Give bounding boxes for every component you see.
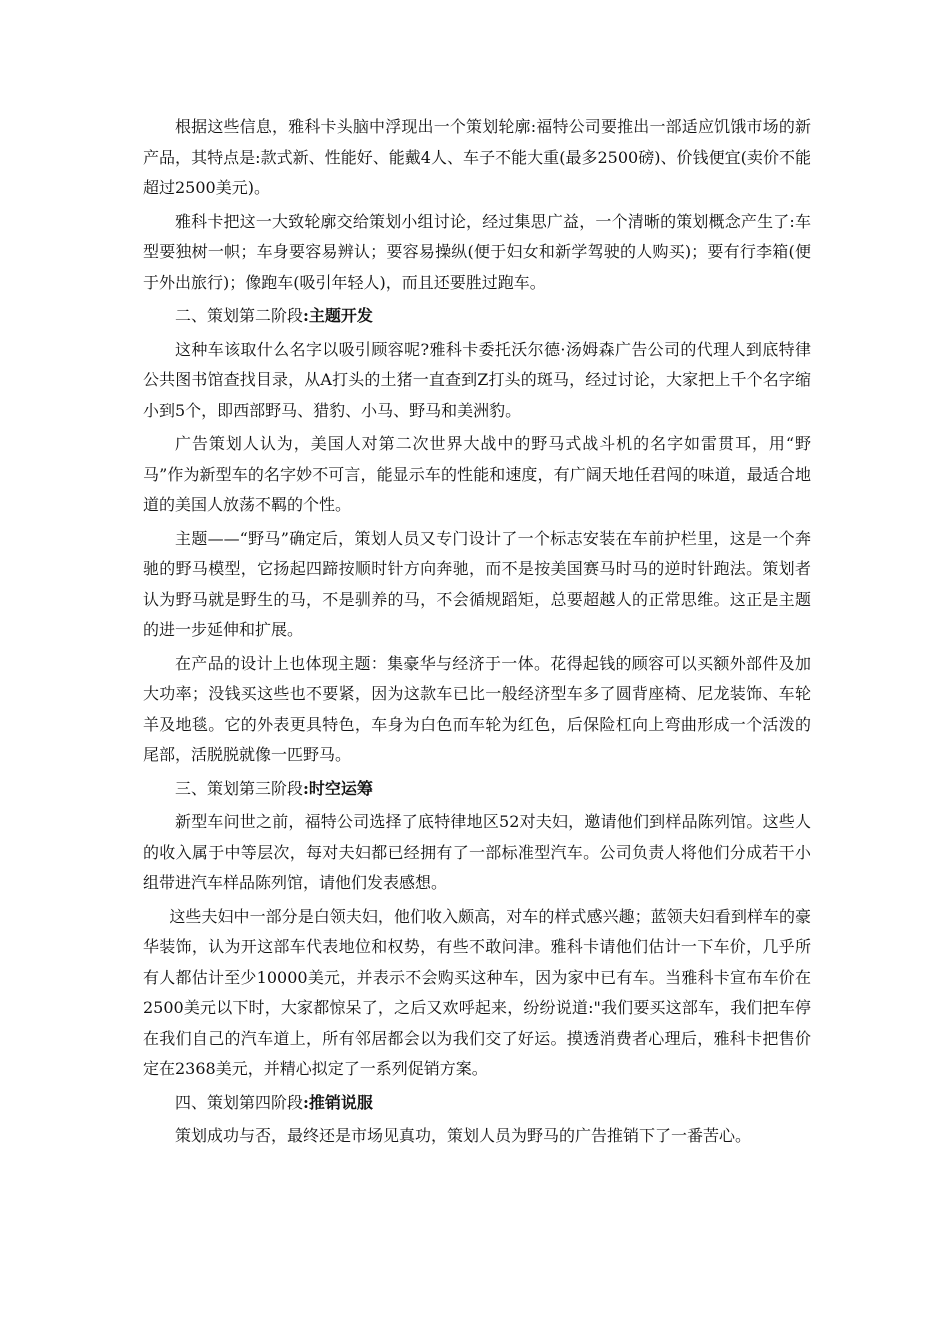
section-heading [143,1088,811,1119]
paragraph: 策划成功与否，最终还是市场见真功，策划人员为野马的广告推销下了一番苦心。 [175,1126,752,1145]
section-heading-prefix: 二、策划第二阶段 [175,306,304,325]
paragraph: 雅科卡把这一大致轮廓交给策划小组讨论，经过集思广益，一个清晰的策划概念产生了:车型要独树一帜；车身要容易辨认；要容易操纵(便于妇女和新学驾驶的人购买)；要有行李箱(便于外出旅行)；像跑车(吸引年轻人)，而且还要胜过跑车。 [143,211,811,292]
paragraph: 广告策划人认为，美国人对第二次世界大战中的野马式战斗机的名字如雷贯耳，用“野马”作为新型车的名字妙不可言，能显示车的性能和速度，有广阔天地任君闯的味道，最适合地道的美国人放荡不羁的个性。 [143,434,811,514]
section-heading-title: :时空运筹 [303,778,373,798]
document-body [143,112,811,1155]
paragraph: 新型车问世之前，福特公司选择了底特律地区52对夫妇，邀请他们到样品陈列馆。这些人的收入属于中等层次，每对夫妇都已经拥有了一部标准型汽车。公司负责人将他们分成若干小组带进汽车样品陈列馆，请他们发表感想。 [143,812,811,892]
section-heading-title: :推销说服 [303,1092,373,1112]
paragraph: 这种车该取什么名字以吸引顾容呢?雅科卡委托沃尔德·汤姆森广告公司的代理人到底特律公共图书馆查找目录，从A打头的土猪一直查到Z打头的斑马，经过讨论，大家把上千个名字缩小到5个，即西部野马、猎豹、小马、野马和美洲豹。 [143,339,811,420]
section-heading-prefix: 三、策划第三阶段 [175,778,304,798]
paragraph: 根据这些信息，雅科卡头脑中浮现出一个策划轮廓:福特公司要推出一部适应饥饿市场的新产品，其特点是:款式新、性能好、能戴4人、车子不能大重(最多2500磅)、价钱便宜(卖价不能超过2500美元)。 [143,117,811,197]
paragraph: 主题——“野马”确定后，策划人员又专门设计了一个标志安装在车前护栏里，这是一个奔驰的野马模型，它扬起四蹄按顺时针方向奔驰，而不是按美国赛马时马的逆时针跑法。策划者认为野马就是野生的马，不是驯养的马，不会循规蹈矩，总要超越人的正常思维。这正是主题的进一步延伸和扩展。 [143,528,811,639]
section-heading [143,774,811,805]
section-heading-title: :主题开发 [303,306,373,325]
paragraph: 在产品的设计上也体现主题：集豪华与经济于一体。花得起钱的顾容可以买额外部件及加大功率；没钱买这些也不要紧，因为这款车已比一般经济型车多了圆背座椅、尼龙装饰、车轮羊及地毯。它的外表更具特色，车身为白色而车轮为红色，后保险杠向上弯曲形成一个活泼的尾部，活脱脱就像一匹野马。 [143,653,811,764]
section-heading [143,301,811,332]
paragraph: 这些夫妇中一部分是白领夫妇，他们收入颇高，对车的样式感兴趣；蓝领夫妇看到样车的豪华装饰，认为开这部车代表地位和权势，有些不敢问津。雅科卡请他们估计一下车价，几乎所有人都估计至少10000美元，并表示不会购买这种车，因为家中已有车。当雅科卡宣布车价在2500美元以下时，大家都惊呆了，之后又欢呼起来，纷纷说道:"我们要买这部车，我们把车停在我们自己的汽车道上，所有邻居都会以为我们交了好运。摸透消费者心理后，雅科卡把售价定在2368美元，并精心拟定了一系列促销方案。 [143,906,811,1078]
section-heading-prefix: 四、策划第四阶段 [175,1092,304,1112]
